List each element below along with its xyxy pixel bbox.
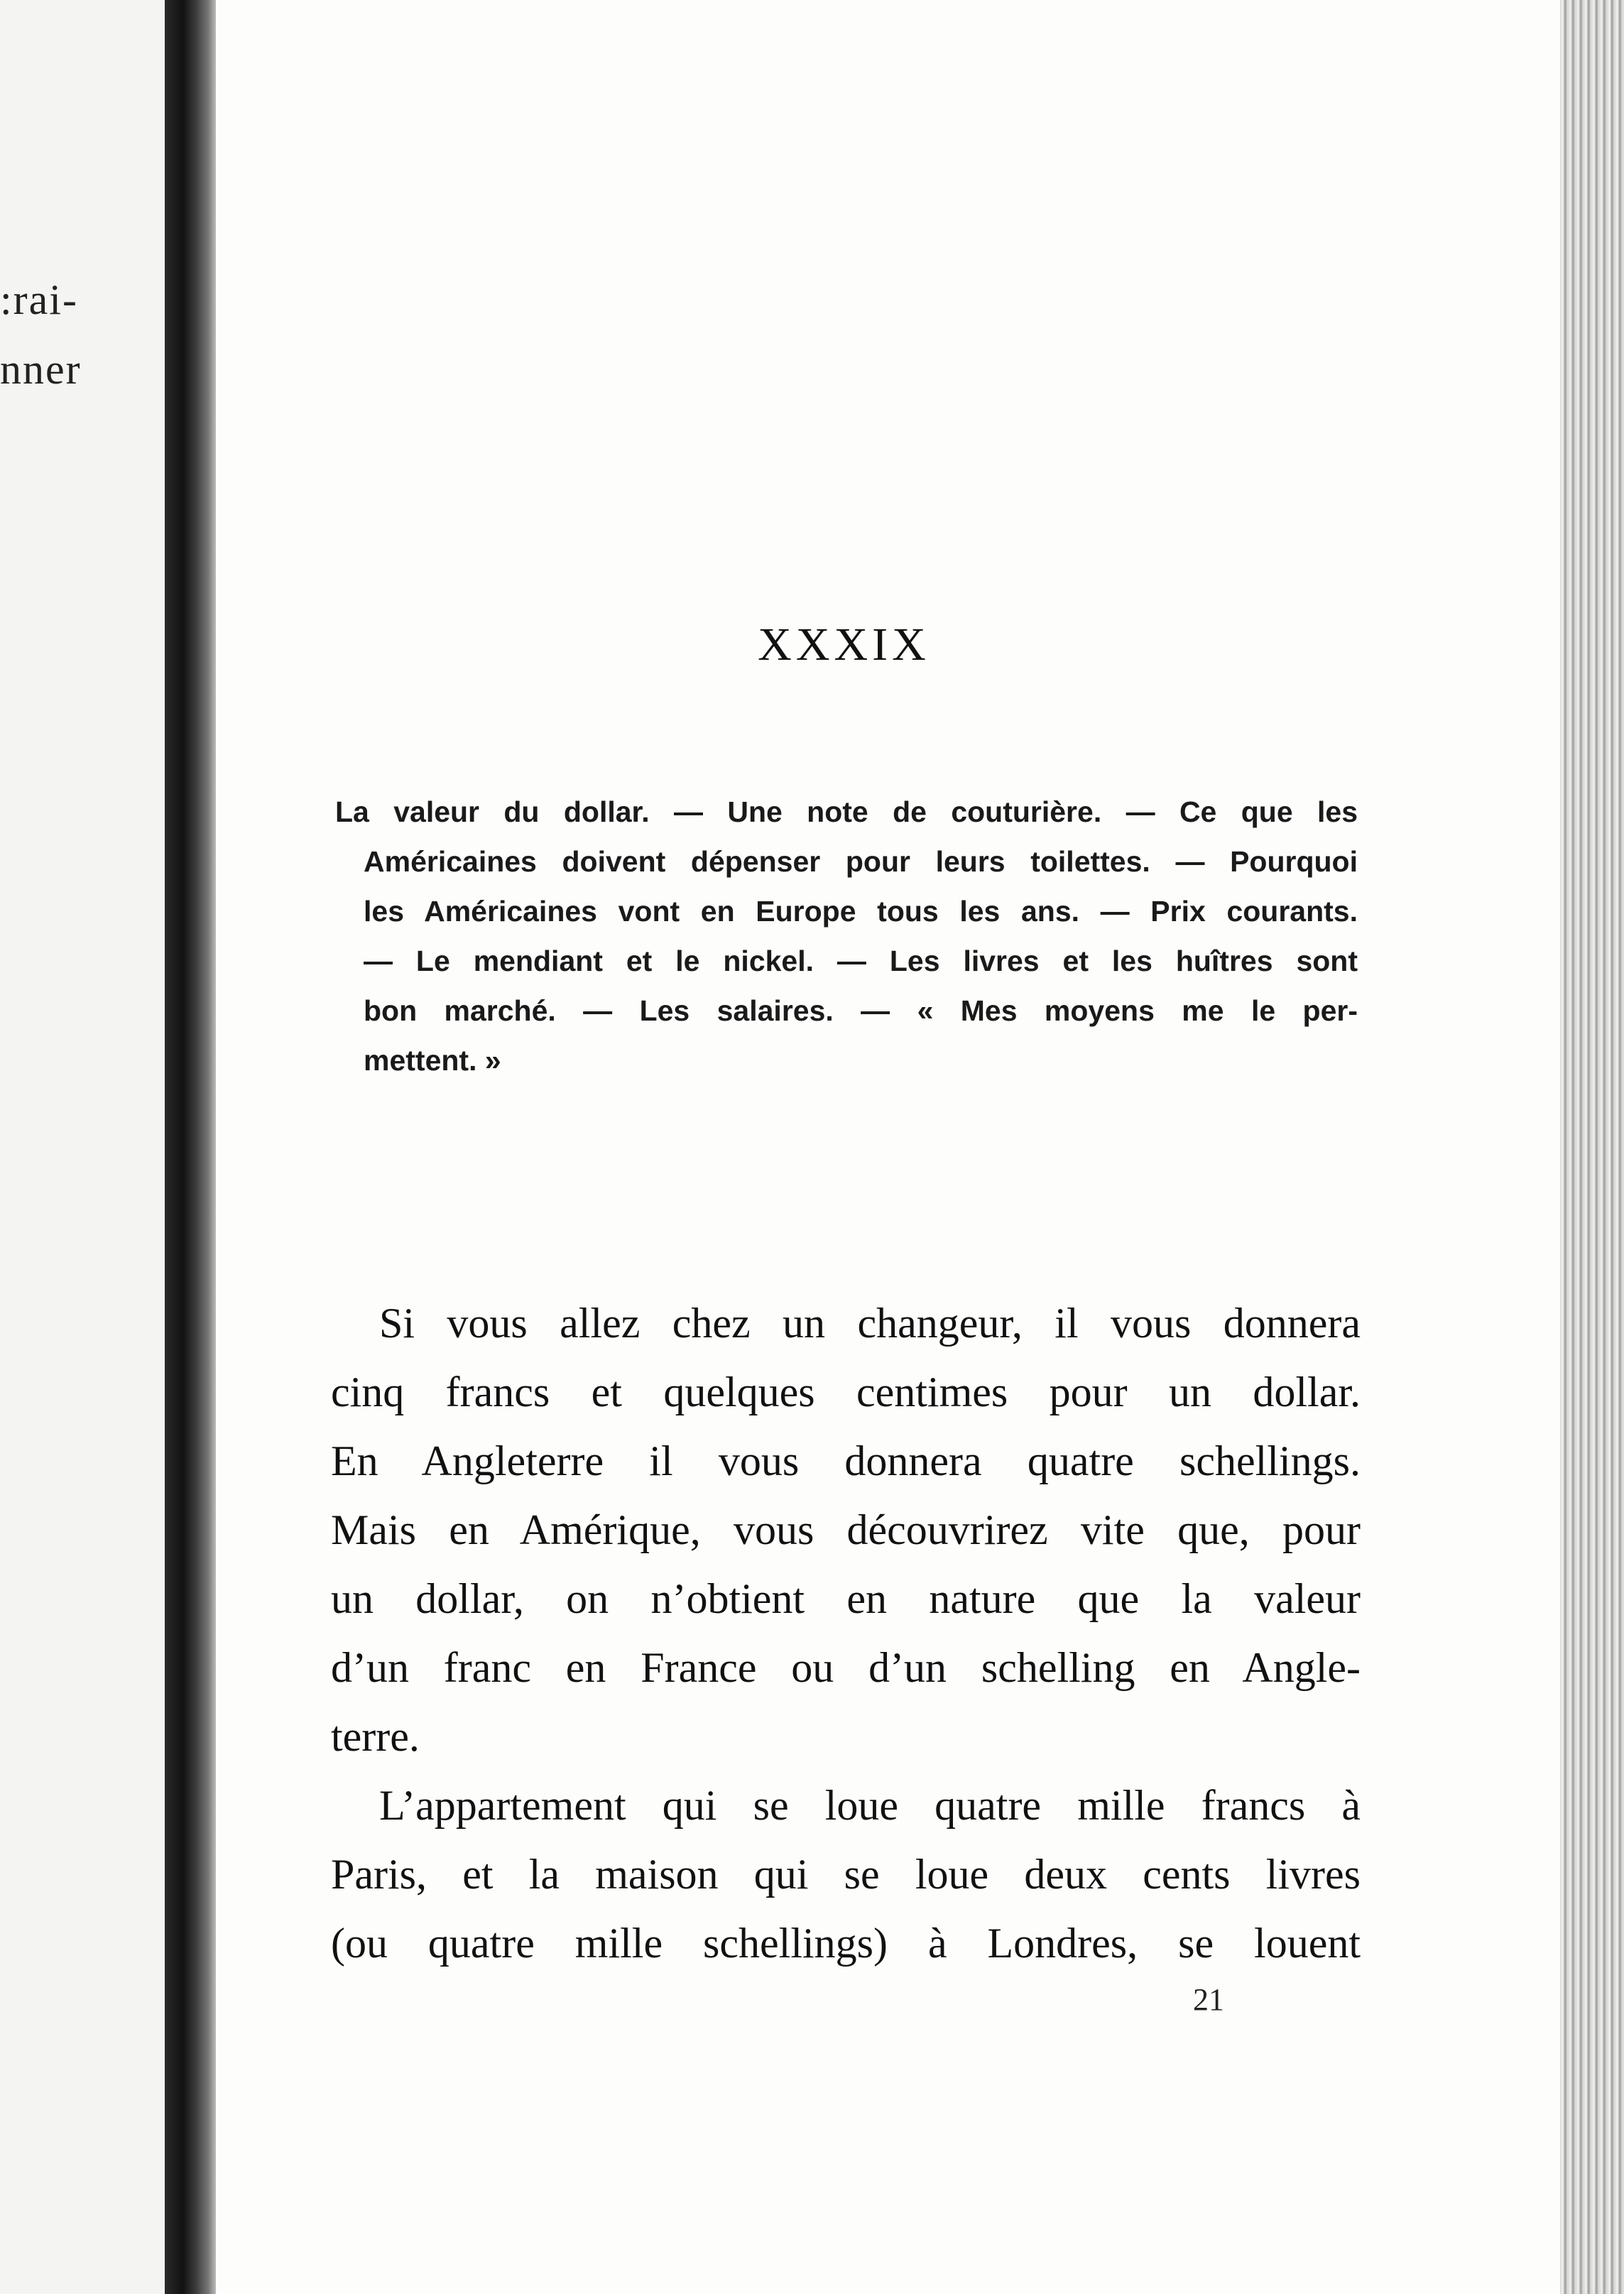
paragraph-line: d’un franc en France ou d’un schelling en Angle-: [331, 1644, 1361, 1691]
chapter-number: XXXIX: [758, 619, 930, 670]
summary-line: — Le mendiant et le nickel. — Les livres et les huîtres sont: [364, 945, 1358, 977]
summary-line: bon marché. — Les salaires. — « Mes moyens me le per-: [364, 994, 1358, 1027]
previous-page-margin: [0, 0, 165, 2294]
book-spine-shadow: [165, 0, 216, 2294]
page-edge-stack: [1560, 0, 1624, 2294]
paragraph-line: En Angleterre il vous donnera quatre schellings.: [331, 1437, 1361, 1484]
paragraph-line: L’appartement qui se loue quatre mille francs à: [379, 1782, 1361, 1829]
summary-line: Américaines doivent dépenser pour leurs toilettes. — Pourquoi: [364, 845, 1358, 878]
summary-line: mettent. »: [364, 1044, 501, 1077]
page-number: 21: [1193, 1982, 1224, 2017]
paragraph-line: Mais en Amérique, vous découvrirez vite que, pour: [331, 1506, 1361, 1553]
previous-page-fragment-line: :rai-: [0, 276, 78, 323]
previous-page-fragment-line: nner: [0, 346, 82, 393]
paragraph-line: (ou quatre mille schellings) à Londres, se louent: [331, 1920, 1361, 1967]
paragraph-line: Paris, et la maison qui se loue deux cents livres: [331, 1851, 1361, 1898]
paragraph-line: Si vous allez chez un changeur, il vous donnera: [379, 1300, 1361, 1347]
summary-line: La valeur du dollar. — Une note de couturière. — Ce que les: [335, 795, 1358, 828]
paragraph-line: terre.: [331, 1713, 420, 1760]
paragraph-line: cinq francs et quelques centimes pour un dollar.: [331, 1369, 1361, 1415]
summary-line: les Américaines vont en Europe tous les ans. — Prix courants.: [364, 895, 1358, 928]
body-text: [331, 1289, 1361, 1978]
chapter-summary: [335, 787, 1358, 1085]
paragraph-line: un dollar, on n’obtient en nature que la valeur: [331, 1575, 1361, 1622]
